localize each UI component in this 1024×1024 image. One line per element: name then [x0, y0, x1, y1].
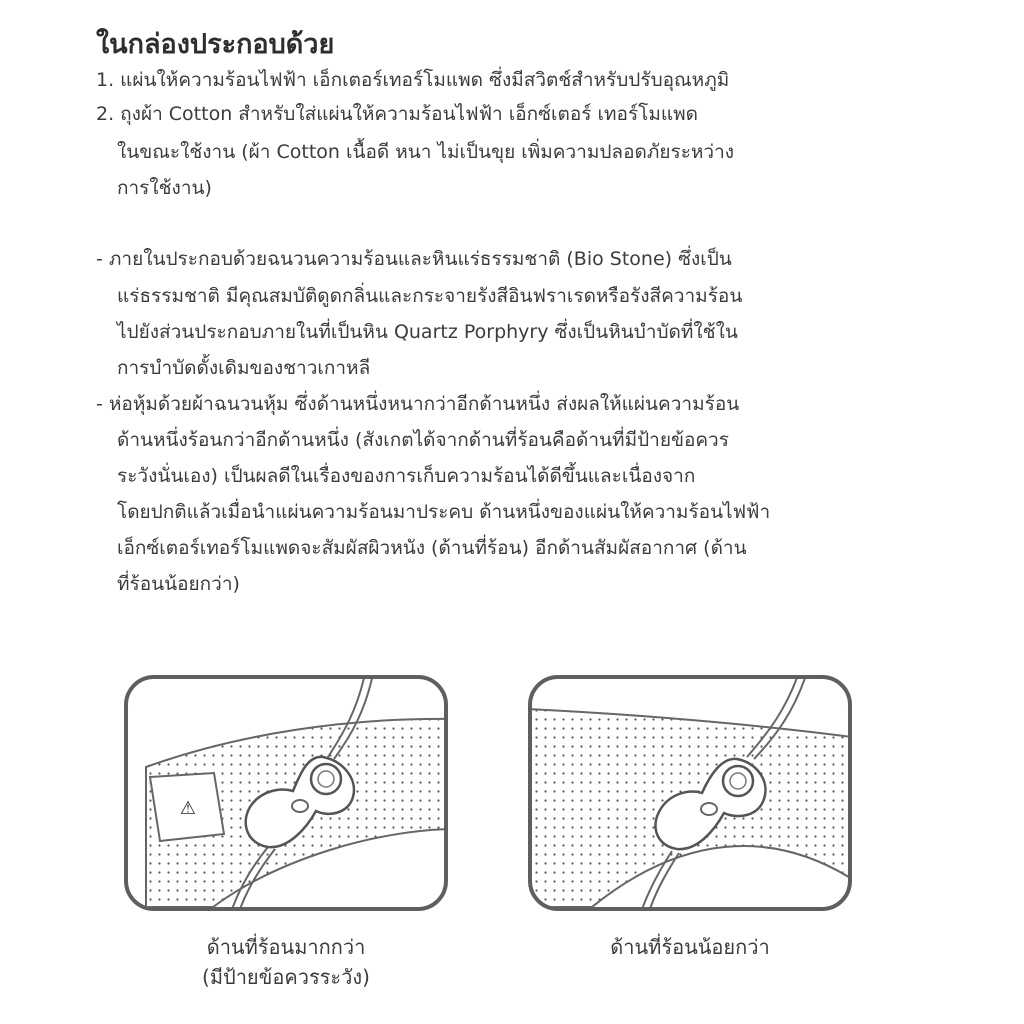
- text-line: ด้านหนึ่งร้อนกว่าอีกด้านหนึ่ง (สังเกตได้จากด้านที่ร้อนคือด้านที่มีป้ายข้อควร: [117, 429, 729, 451]
- hotter-side-illustration: [124, 675, 448, 911]
- warning-label: [150, 773, 224, 841]
- caption-line: ด้านที่ร้อนน้อยกว่า: [610, 935, 770, 959]
- text-line: แร่ธรรมชาติ มีคุณสมบัติดูดกลิ่นและกระจายรังสีอินฟราเรดหรือรังสีความร้อน: [117, 285, 743, 307]
- caption-line: ด้านที่ร้อนมากกว่า: [206, 935, 366, 959]
- text-line: - ห่อหุ้มด้วยผ้าฉนวนหุ้ม ซึ่งด้านหนึ่งหนากว่าอีกด้านหนึ่ง ส่งผลให้แผ่นความร้อน: [96, 393, 740, 415]
- text-line: ระวังนั่นเอง) เป็นผลดีในเรื่องของการเก็บความร้อนได้ดีขึ้นและเนื่องจาก: [117, 465, 696, 487]
- text-line: - ภายในประกอบด้วยฉนวนความร้อนและหินแร่ธรรมชาติ (Bio Stone) ซึ่งเป็น: [96, 248, 732, 270]
- text-line: เอ็กซ์เตอร์เทอร์โมแพดจะสัมผัสผิวหนัง (ด้านที่ร้อน) อีกด้านสัมผัสอากาศ (ด้าน: [117, 537, 747, 559]
- text-line: ในขณะใช้งาน (ผ้า Cotton เนื้อดี หนา ไม่เป็นขุย เพิ่มความปลอดภัยระหว่าง: [117, 141, 735, 163]
- text-line: ที่ร้อนน้อยกว่า): [117, 573, 240, 595]
- text-line: การบำบัดดั้งเดิมของชาวเกาหลี: [117, 357, 371, 379]
- text-line: ไปยังส่วนประกอบภายในที่เป็นหิน Quartz Porphyry ซึ่งเป็นหินบำบัดที่ใช้ใน: [117, 321, 738, 343]
- warning-icon: ⚠: [179, 798, 197, 819]
- caption-line: (มีป้ายข้อควรระวัง): [202, 965, 370, 989]
- text-line: 1. แผ่นให้ความร้อนไฟฟ้า เอ็กเตอร์เทอร์โมแพด ซึ่งมีสวิตช์สำหรับปรับอุณหภูมิ: [96, 69, 730, 91]
- text-line: 2. ถุงผ้า Cotton สำหรับใส่แผ่นให้ความร้อนไฟฟ้า เอ็กซ์เตอร์ เทอร์โมแพด: [96, 103, 698, 125]
- cooler-side-caption: [528, 932, 852, 962]
- section-heading: ในกล่องประกอบด้วย: [96, 29, 335, 60]
- hotter-side-caption: [124, 932, 448, 992]
- cooler-side-illustration: [528, 675, 852, 911]
- text-line: โดยปกติแล้วเมื่อนำแผ่นความร้อนมาประคบ ด้านหนึ่งของแผ่นให้ความร้อนไฟฟ้า: [117, 501, 771, 523]
- text-line: การใช้งาน): [117, 177, 212, 199]
